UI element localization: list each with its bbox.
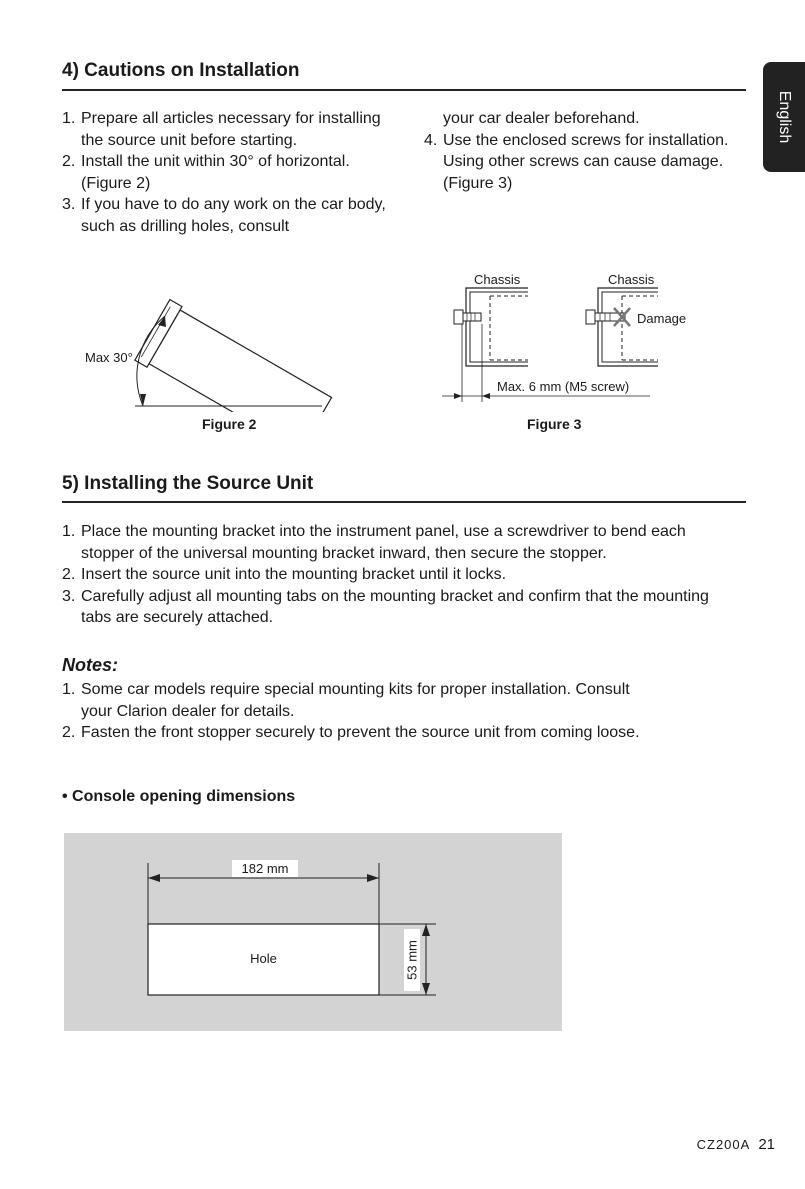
caution-item-3-text: If you have to do any work on the car body, such as drilling holes, consult <box>81 196 386 235</box>
figure-3-chassis-label-right: Chassis <box>608 272 655 287</box>
language-tab <box>763 62 805 172</box>
page-number: 21 <box>758 1136 775 1153</box>
section-5-rule <box>62 501 746 503</box>
caution-item-4-text: Use the enclosed screws for installation. Using other screws can cause damage. (Figure 3) <box>443 131 729 192</box>
caution-item-3 <box>62 194 392 237</box>
section-5-title: 5) Installing the Source Unit <box>62 473 314 494</box>
caution-item-2 <box>62 151 392 194</box>
figure-3-damage-label: Damage <box>637 311 687 326</box>
figure-2-angle-label: Max 30° <box>85 350 133 365</box>
console-hole-label: Hole <box>250 951 277 966</box>
note-item-1 <box>62 679 730 722</box>
note-item-2-number: 2. <box>62 724 76 742</box>
figure-3-caption: Figure 3 <box>527 416 582 432</box>
figure-3-chassis-label-left: Chassis <box>474 272 521 287</box>
caution-item-3-continued <box>424 108 734 130</box>
note-item-2-text: Fasten the front stopper securely to prevent the source unit from coming loose. <box>81 724 640 742</box>
language-tab-label: English <box>776 90 793 144</box>
section-4-rule <box>62 89 746 91</box>
install-step-1-text: Place the mounting bracket into the instrument panel, use a screwdriver to bend each stopper of the universal mounting bracket inward, then secure the stopper. <box>81 523 686 562</box>
caution-item-3-continued-text: your car dealer beforehand. <box>443 110 640 127</box>
install-step-1-number: 1. <box>62 523 76 540</box>
notes-title: Notes: <box>62 655 119 675</box>
install-step-2 <box>62 564 730 586</box>
section-4-title: 4) Cautions on Installation <box>62 60 300 81</box>
install-step-3-text: Carefully adjust all mounting tabs on the mounting bracket and confirm that the mounting tabs are securely attached. <box>81 587 709 627</box>
install-steps-list <box>62 521 730 629</box>
notes-list <box>62 679 730 744</box>
note-item-1-number: 1. <box>62 681 76 698</box>
caution-item-1-text: Prepare all articles necessary for installing the source unit before starting. <box>81 110 381 149</box>
cautions-list-col2 <box>424 108 734 194</box>
console-dimensions-diagram <box>64 833 562 1031</box>
caution-item-4 <box>424 130 734 195</box>
caution-item-2-text: Install the unit within 30° of horizontal. (Figure 2) <box>81 153 350 192</box>
note-item-1-text: Some car models require special mounting kits for proper installation. Consult your Clarion dealer for details. <box>81 681 630 720</box>
model-name: CZ200A <box>696 1137 751 1152</box>
install-step-3 <box>62 586 730 629</box>
install-step-3-number: 3. <box>62 587 76 605</box>
console-dimensions-title: • Console opening dimensions <box>62 788 296 805</box>
caution-item-2-number: 2. <box>62 153 76 171</box>
caution-item-3-number: 3. <box>62 196 76 214</box>
install-step-2-number: 2. <box>62 566 76 584</box>
figure-2-diagram <box>70 262 370 412</box>
page-footer <box>697 1136 775 1153</box>
install-step-1 <box>62 521 730 564</box>
install-step-2-text: Insert the source unit into the mounting bracket until it locks. <box>81 566 507 584</box>
cautions-list-col1 <box>62 108 392 238</box>
console-dimensions-drawing <box>64 833 562 1031</box>
note-item-2 <box>62 722 730 744</box>
console-width-label: 182 mm <box>241 861 289 876</box>
caution-item-1 <box>62 108 392 151</box>
figure-3-max-label: Max. 6 mm (M5 screw) <box>497 379 630 394</box>
figure-2-caption: Figure 2 <box>202 416 257 432</box>
caution-item-4-number: 4. <box>424 131 438 149</box>
console-height-label: 53 mm <box>404 940 420 980</box>
caution-item-1-number: 1. <box>62 110 76 127</box>
